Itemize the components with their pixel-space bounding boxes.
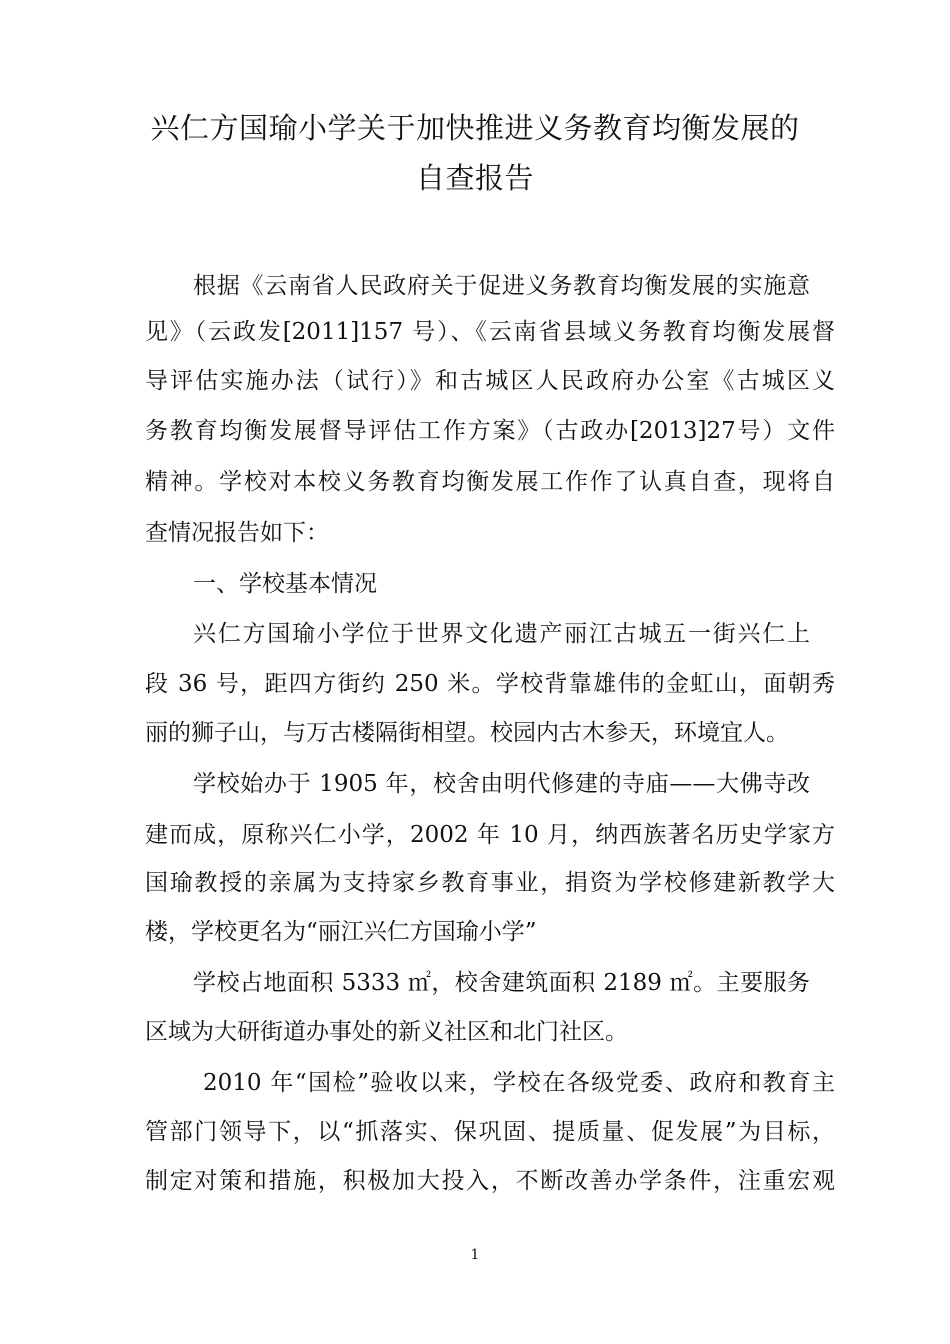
- body-line: 管部门领导下，以“抓落实、保巩固、提质量、促发展”为目标，: [145, 1119, 835, 1145]
- body-line: 精神。学校对本校义务教育均衡发展工作作了认真自查，现将自: [145, 469, 835, 495]
- body-line: 查情况报告如下：: [145, 520, 329, 546]
- body-line: 楼，学校更名为“丽江兴仁方国瑜小学”: [145, 919, 537, 945]
- body-line: 段 36 号，距四方街约 250 米。学校背靠雄伟的金虹山，面朝秀: [145, 671, 835, 697]
- document-title-line-2: 自查报告: [415, 161, 534, 195]
- body-line: 制定对策和措施，积极加大投入，不断改善办学条件，注重宏观: [145, 1168, 835, 1194]
- body-line: 丽的狮子山，与万古楼隔街相望。校园内古木参天，环境宜人。: [145, 720, 789, 746]
- body-line: 根据《云南省人民政府关于促进义务教育均衡发展的实施意: [193, 273, 810, 299]
- body-line: 兴仁方国瑜小学位于世界文化遗产丽江古城五一街兴仁上: [193, 621, 810, 647]
- body-line: 国瑜教授的亲属为支持家乡教育事业，捐资为学校修建新教学大: [145, 870, 835, 896]
- body-line: 导评估实施办法（试行）》和古城区人民政府办公室《古城区义: [145, 368, 835, 394]
- body-line: 2010 年“国检”验收以来，学校在各级党委、政府和教育主: [203, 1070, 835, 1096]
- body-line: 见》（云政发[2011]157 号）、《云南省县域义务教育均衡发展督: [145, 319, 835, 345]
- section-heading: 一、学校基本情况: [193, 571, 377, 597]
- body-line: 建而成，原称兴仁小学，2002 年 10 月，纳西族著名历史学家方: [145, 822, 835, 848]
- document-title-line-1: 兴仁方国瑜小学关于加快推进义务教育均衡发展的: [150, 111, 800, 145]
- body-line: 务教育均衡发展督导评估工作方案》（古政办[2013]27号）文件: [145, 418, 835, 444]
- body-line: 学校始办于 1905 年，校舍由明代修建的寺庙——大佛寺改: [193, 771, 810, 797]
- page-number: 1: [470, 1247, 480, 1263]
- body-line: 学校占地面积 5333 ㎡，校舍建筑面积 2189 ㎡。主要服务: [193, 970, 810, 996]
- body-line: 区域为大研街道办事处的新义社区和北门社区。: [145, 1019, 628, 1045]
